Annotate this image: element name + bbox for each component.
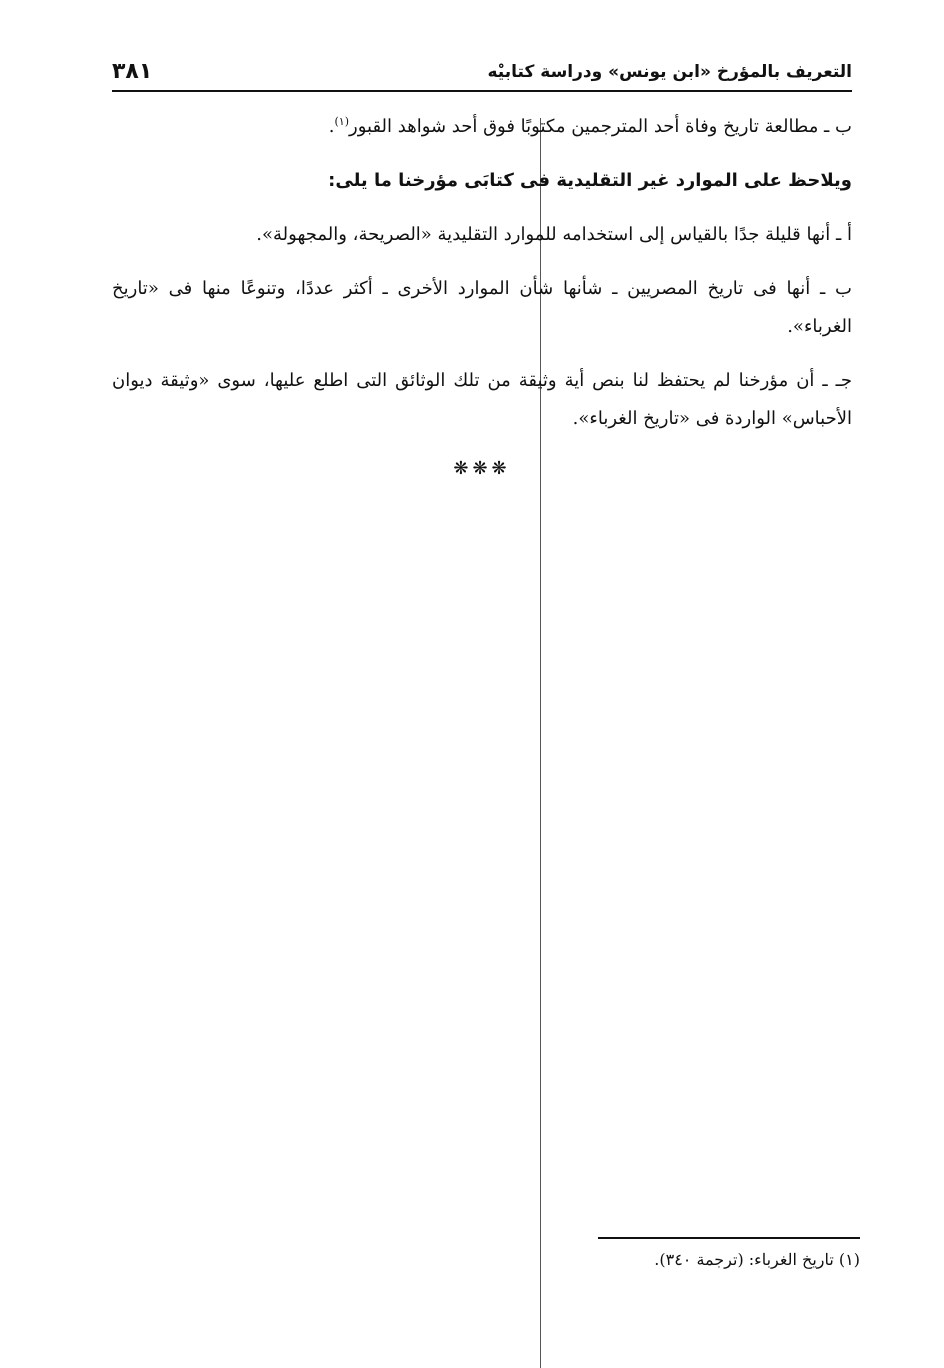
- paragraph-b-tombstone: [112, 108, 852, 146]
- header-title: التعريف بالمؤرخ «ابن يونس» ودراسة كتابيْه: [487, 62, 852, 82]
- paragraph-b: ب ـ أنها فى تاريخ المصريين ـ شأنها شأن الموارد الأخرى ـ أكثر عددًا، وتنوعًا منها فى «تاريخ الغرباء».: [112, 278, 852, 337]
- paragraph-text: ب ـ مطالعة تاريخ وفاة أحد المترجمين مكتوبًا فوق أحد شواهد القبور: [349, 116, 852, 137]
- footnote-reference: (١): [334, 115, 350, 128]
- paragraph-end: .: [328, 116, 335, 137]
- section-lead-bold: ويلاحظ على الموارد غير التقليدية فى كتابَى مؤرخنا ما يلى:: [328, 170, 852, 191]
- paragraph-c: جـ ـ أن مؤرخنا لم يحتفظ لنا بنص أية وثيقة من تلك الوثائق التى اطلع عليها، سوى «وثيقة ديوان الأحباس» الواردة فى «تاريخ الغرباء».: [112, 370, 852, 429]
- header-rule: [112, 90, 852, 92]
- paragraph-a: أ ـ أنها قليلة جدًا بالقياس إلى استخدامه للموارد التقليدية «الصريحة، والمجهولة».: [256, 224, 852, 245]
- section-separator: ❋❋❋: [453, 458, 511, 479]
- footnote: (١) تاريخ الغرباء: (ترجمة ٣٤٠).: [654, 1250, 860, 1269]
- page-number: ٣٨١: [112, 59, 153, 84]
- footnote-rule: [598, 1237, 860, 1239]
- running-header: [112, 58, 852, 92]
- body-text: [112, 108, 852, 484]
